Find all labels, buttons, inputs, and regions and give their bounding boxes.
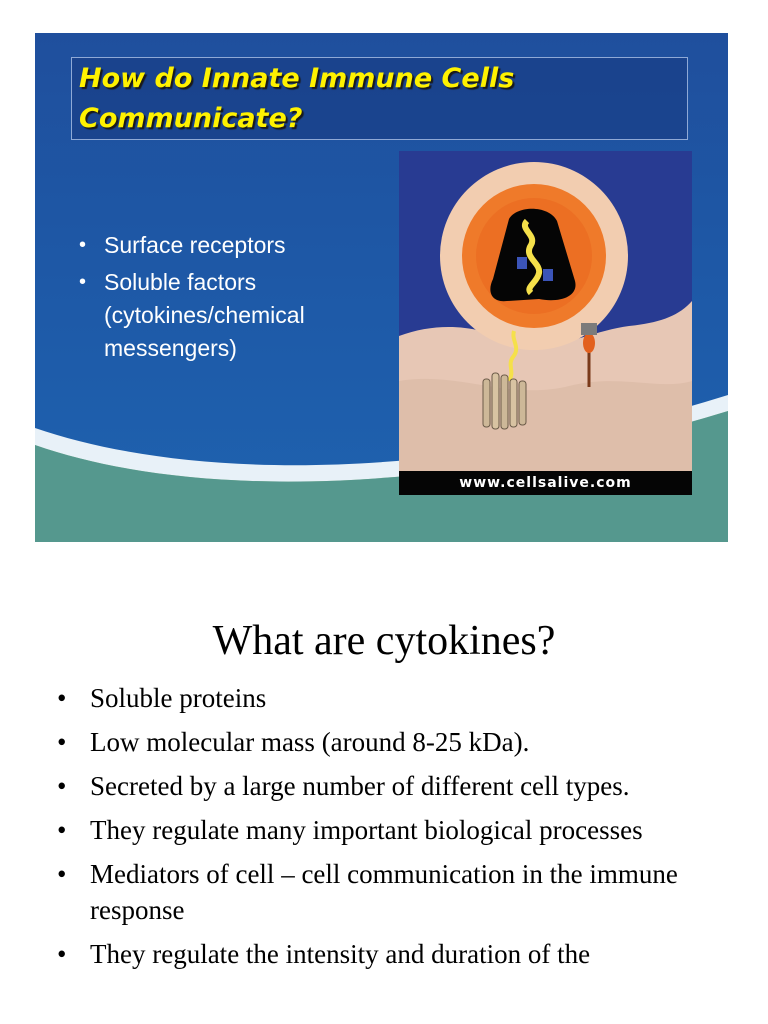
bullet-item — [55, 812, 755, 848]
bullet-text: They regulate the intensity and duration of the — [90, 939, 591, 969]
bullet-text: Surface receptors — [104, 232, 286, 258]
bullet-text: Soluble factors (cytokines/chemical messengers) — [104, 269, 305, 361]
slide-innate-immune-communication — [35, 33, 728, 542]
bullet-item — [55, 856, 755, 928]
bullet-icon: • — [57, 859, 67, 889]
bullet-text: Low molecular mass (around 8-25 kDa). — [90, 727, 530, 757]
bullet-item — [55, 768, 755, 804]
bullet-item — [75, 229, 395, 262]
slide-bullet-list — [55, 680, 755, 980]
bullet-icon: • — [57, 727, 67, 757]
image-caption: www.cellsalive.com — [459, 475, 632, 491]
bullet-icon: • — [79, 234, 87, 256]
bullet-text: Mediators of cell – cell communication in the immune response — [90, 859, 678, 925]
slide-bullet-list — [75, 229, 395, 369]
bullet-icon: • — [57, 939, 67, 969]
bullet-item — [55, 724, 755, 760]
bullet-icon: • — [57, 771, 67, 801]
bullet-text: Secreted by a large number of different cell types. — [90, 771, 630, 801]
cell-receptor-illustration — [399, 151, 692, 491]
bullet-icon: • — [79, 271, 87, 293]
bullet-text: Soluble proteins — [90, 683, 267, 713]
bullet-item — [75, 266, 395, 365]
cell-illustration — [399, 151, 692, 491]
bullet-item — [55, 936, 755, 972]
image-caption-bar — [399, 471, 692, 495]
bullet-item — [55, 680, 755, 716]
slide-title: How do Innate Immune Cells Communicate? — [79, 63, 515, 134]
bullet-icon: • — [57, 815, 67, 845]
bullet-text: They regulate many important biological processes — [90, 815, 643, 845]
slide-title: What are cytokines? — [212, 618, 556, 664]
bullet-icon: • — [57, 683, 67, 713]
